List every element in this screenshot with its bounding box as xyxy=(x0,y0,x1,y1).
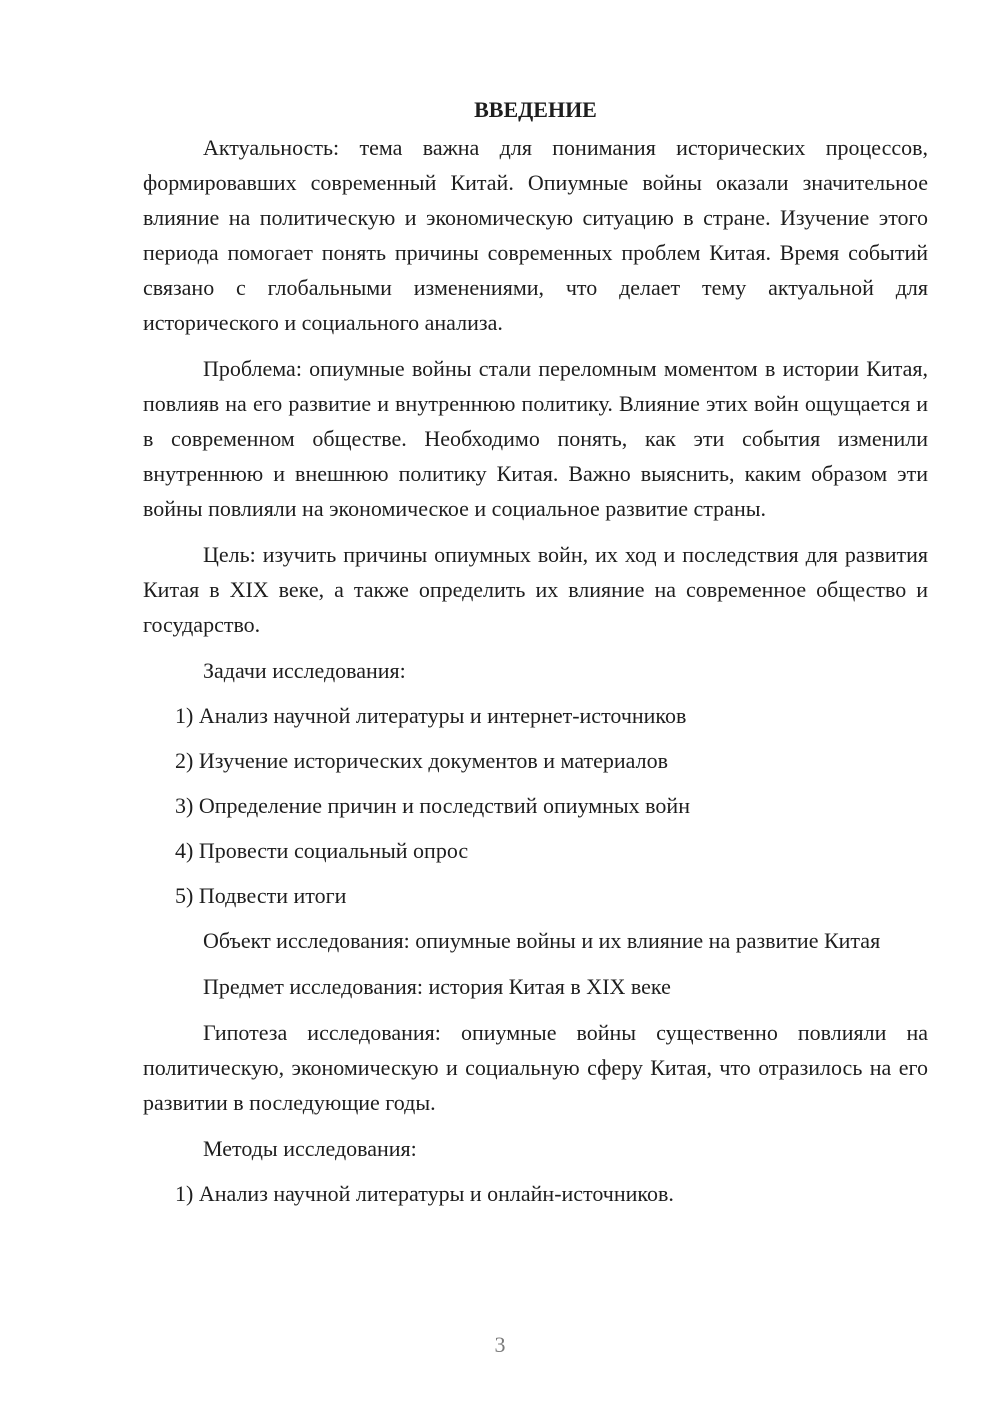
list-item: 1) Анализ научной литературы и интернет-источников xyxy=(175,703,687,728)
problem-paragraph: Проблема: опиумные войны стали переломным моментом в истории Китая, повлияв на его развитие и внутреннюю политику. Влияние этих войн ощущается и в современном обществе. Необходимо понять, как эти события изменили внутреннюю и внешнюю политику Китая. Важно выяснить, каким образом эти войны повлияли на экономическое и социальное развитие страны. xyxy=(143,356,928,521)
hypothesis-paragraph: Гипотеза исследования: опиумные войны существенно повлияли на политическую, экономическую и социальную сферу Китая, что отразилось на его развитии в последующие годы. xyxy=(143,1020,928,1115)
page-title: ВВЕДЕНИЕ xyxy=(474,97,597,122)
document-page xyxy=(143,92,928,1221)
object-paragraph: Объект исследования: опиумные войны и их влияние на развитие Китая xyxy=(203,928,881,953)
page-number: 3 xyxy=(494,1332,506,1357)
list-item: 2) Изучение исторических документов и материалов xyxy=(175,748,668,773)
list-item: 4) Провести социальный опрос xyxy=(175,838,469,863)
goal-paragraph: Цель: изучить причины опиумных войн, их ход и последствия для развития Китая в XIX веке, а также определить их влияние на современное общество и государство. xyxy=(143,542,928,637)
list-item: 3) Определение причин и последствий опиумных войн xyxy=(175,793,690,818)
list-item: 1) Анализ научной литературы и онлайн-источников. xyxy=(175,1181,674,1206)
relevance-paragraph: Актуальность: тема важна для понимания исторических процессов, формировавших современный Китай. Опиумные войны оказали значительное влияние на политическую и экономическую ситуацию в стране. Изучение этого периода помогает понять причины современных проблем Китая. Время событий связано с глобальными изменениями, что делает тему актуальной для исторического и социального анализа. xyxy=(143,135,928,335)
list-item: 5) Подвести итоги xyxy=(175,883,347,908)
subject-paragraph: Предмет исследования: история Китая в XIX веке xyxy=(203,974,671,999)
methods-heading: Методы исследования: xyxy=(203,1136,417,1161)
tasks-heading: Задачи исследования: xyxy=(203,658,406,683)
